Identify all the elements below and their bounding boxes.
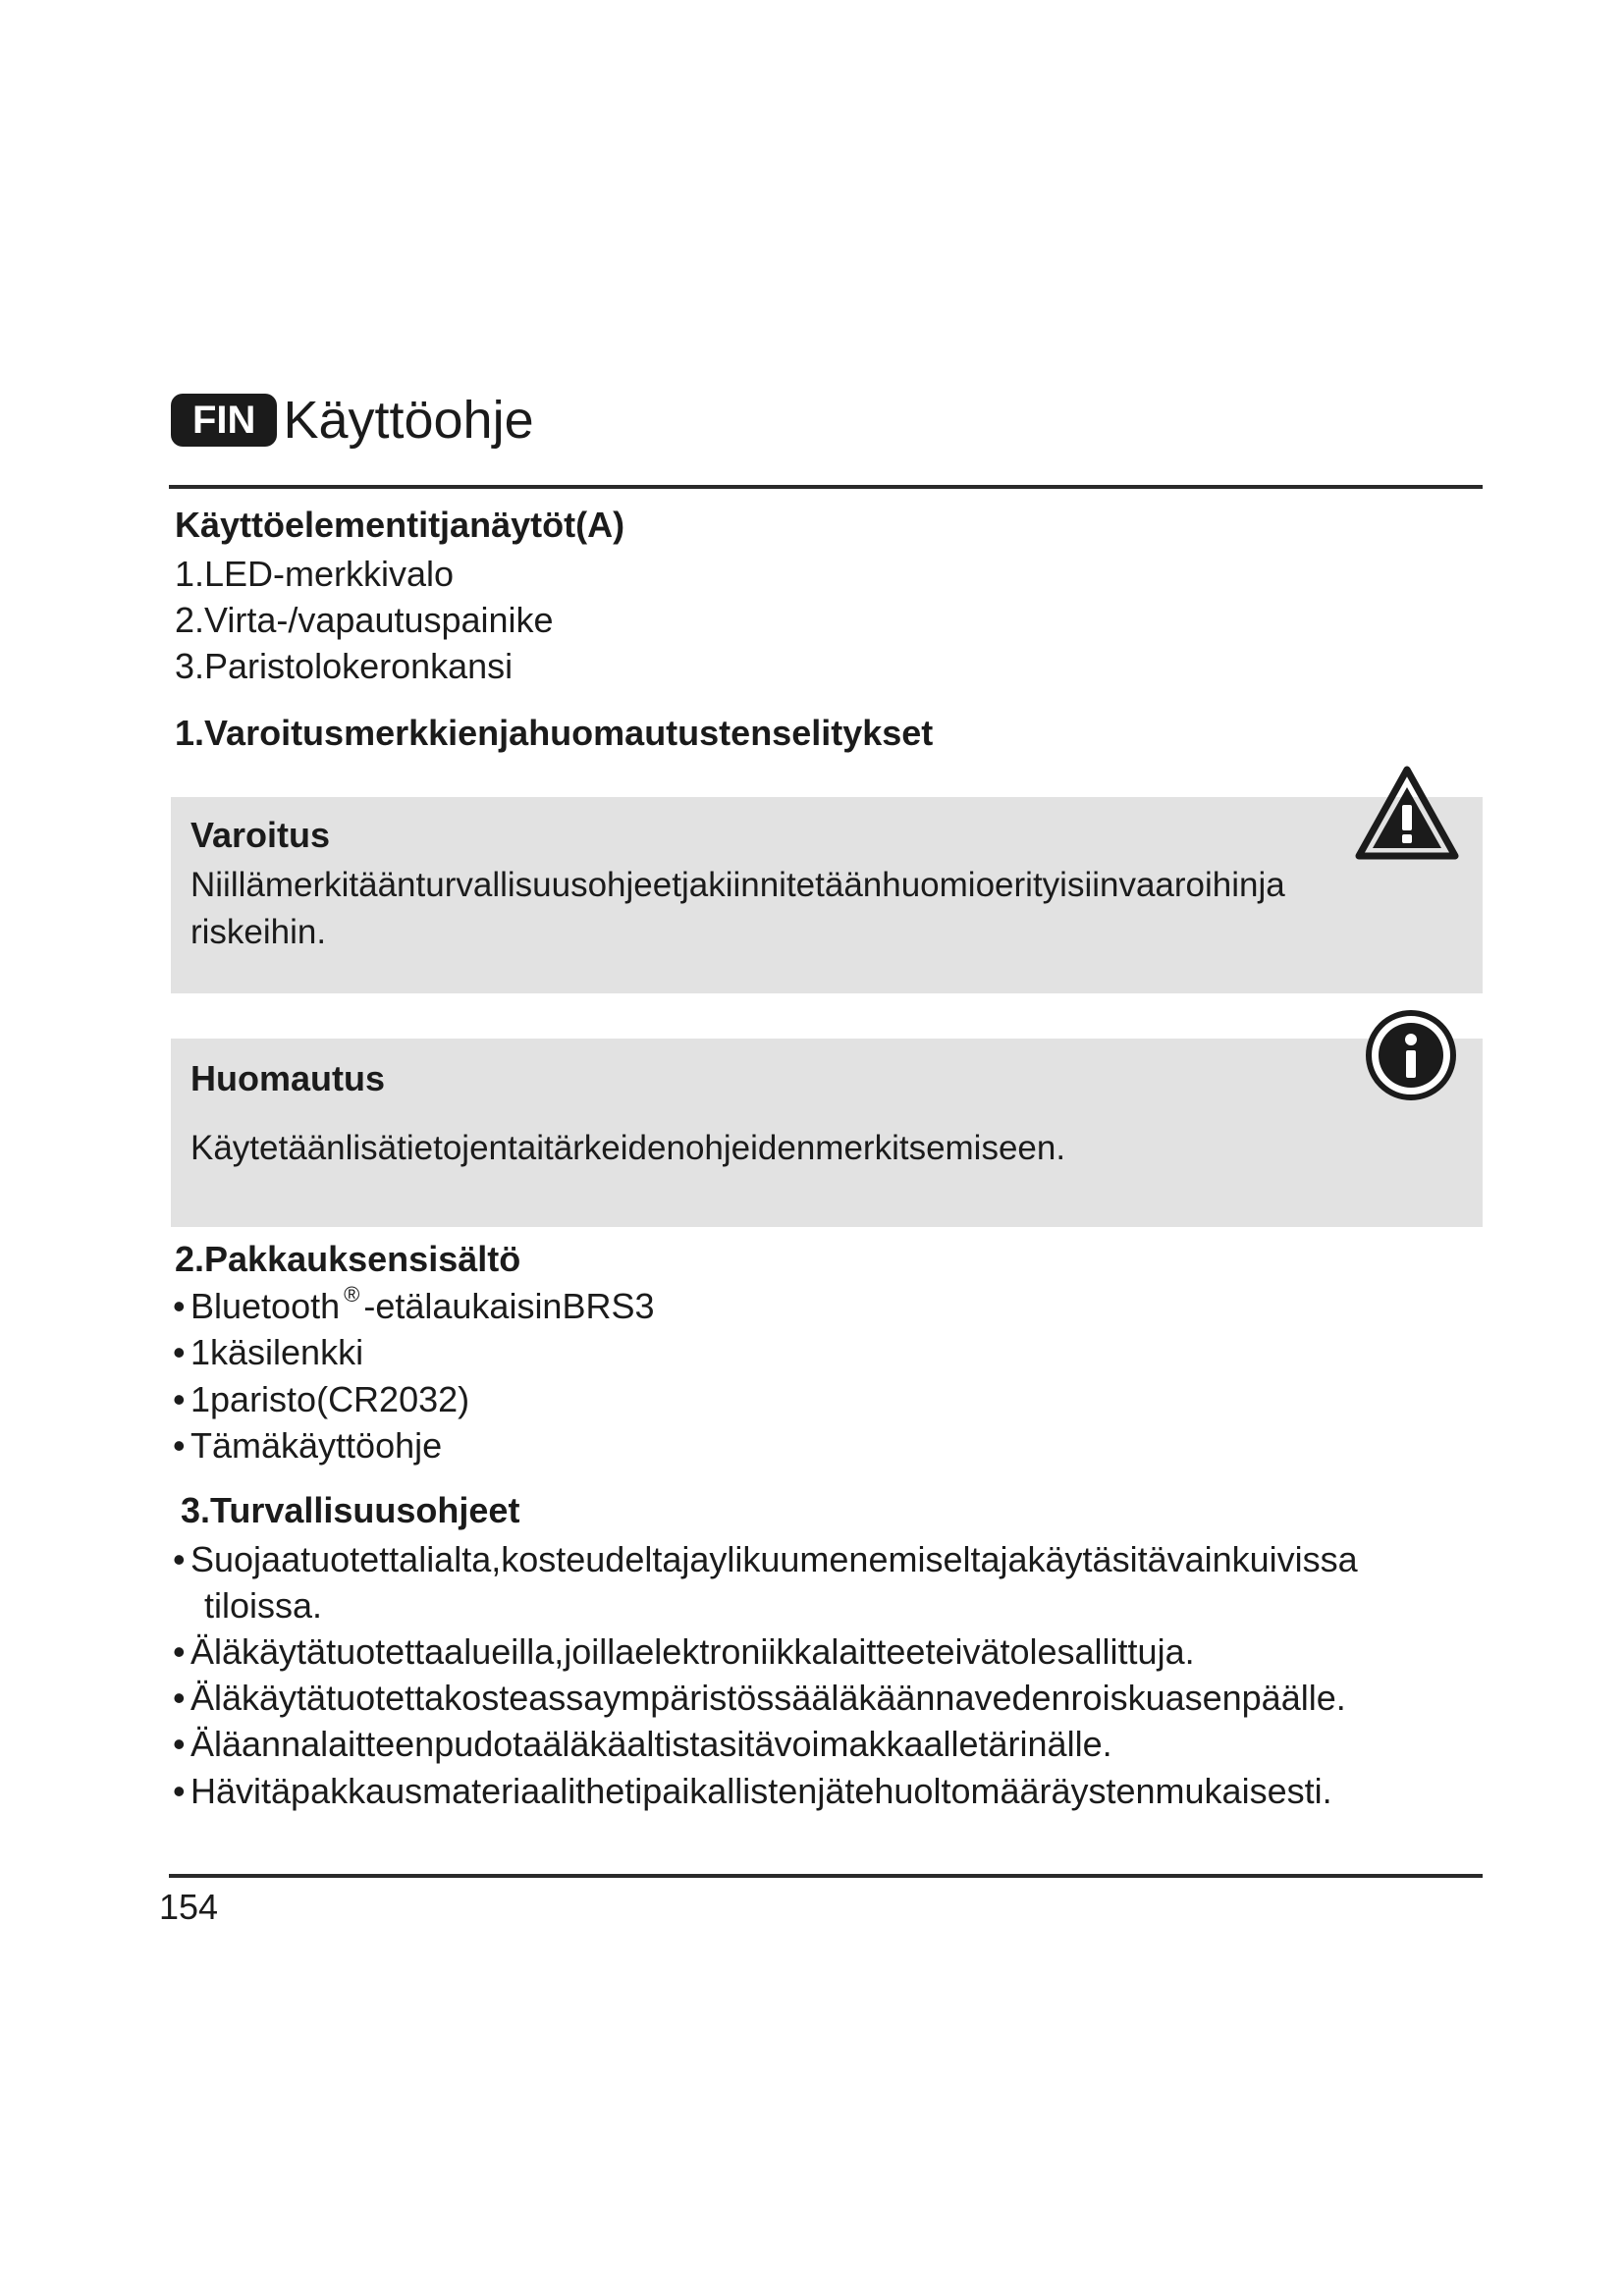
list-item xyxy=(173,1425,442,1467)
bullet-dot: • xyxy=(173,1771,186,1811)
list-item-continuation: tiloissa. xyxy=(204,1585,323,1626)
list-item xyxy=(173,1379,469,1420)
bullet-dot: • xyxy=(173,1678,186,1718)
list-item-text: Tämäkäyttöohje xyxy=(190,1425,443,1466)
section2-heading: 2.Pakkauksensisältö xyxy=(175,1239,521,1279)
controls-item: 2.Virta-/vapautuspainike xyxy=(175,600,554,640)
note-box xyxy=(171,1039,1483,1227)
bullet-dot: • xyxy=(173,1724,186,1764)
controls-heading: Käyttöelementitjanäytöt(A) xyxy=(175,505,625,545)
list-item-text: Suojaatuotettalialta,kosteudeltajaylikuumenemiseltajakäytäsitävainkuivissa xyxy=(190,1539,1358,1579)
list-item-text: Bluetooth xyxy=(190,1286,341,1326)
language-badge: FIN xyxy=(171,394,277,447)
warning-text-line2: riskeihin. xyxy=(190,913,327,951)
list-item-text: Äläannalaitteenpudotaäläkäaltistasitävoimakkaalletärinälle. xyxy=(190,1724,1112,1764)
list-item xyxy=(173,1631,1195,1673)
bullet-dot: • xyxy=(173,1286,186,1326)
warning-triangle-icon xyxy=(1355,766,1459,862)
list-item-text: -etälaukaisinBRS3 xyxy=(363,1286,655,1326)
bullet-dot: • xyxy=(173,1332,186,1372)
list-item xyxy=(173,1332,363,1373)
top-divider xyxy=(169,485,1483,489)
list-item xyxy=(173,1771,1332,1812)
bullet-dot: • xyxy=(173,1631,186,1672)
list-item xyxy=(173,1724,1112,1765)
section1-heading: 1.Varoitusmerkkienjahuomautustenselitykset xyxy=(175,713,934,753)
controls-item: 3.Paristolokeronkansi xyxy=(175,646,514,686)
section3-heading: 3.Turvallisuusohjeet xyxy=(181,1490,520,1530)
list-item xyxy=(173,1539,1358,1580)
list-item-text: Hävitäpakkausmateriaalithetipaikallistenjätehuoltomääräystenmukaisesti. xyxy=(190,1771,1332,1811)
warning-text-line1: Niillämerkitäänturvallisuusohjeetjakiinnitetäänhuomioerityisiinvaaroihinja xyxy=(190,866,1285,904)
list-item xyxy=(173,1678,1346,1719)
bullet-dot: • xyxy=(173,1379,186,1419)
note-title: Huomautus xyxy=(190,1058,385,1098)
registered-mark: ® xyxy=(344,1282,360,1307)
list-item-text: Äläkäytätuotettakosteassaympäristössääläkäännavedenroiskuasenpäälle. xyxy=(190,1678,1346,1718)
info-circle-icon xyxy=(1365,1009,1457,1101)
bullet-dot: • xyxy=(173,1425,186,1466)
warning-box xyxy=(171,797,1483,993)
document-title: Käyttöohje xyxy=(283,391,534,450)
note-text: Käytetäänlisätietojentaitärkeidenohjeidenmerkitsemiseen. xyxy=(190,1129,1066,1167)
warning-title: Varoitus xyxy=(190,815,331,855)
list-item-text: 1paristo(CR2032) xyxy=(190,1379,470,1419)
controls-item: 1.LED-merkkivalo xyxy=(175,554,455,594)
list-item-text: Äläkäytätuotettaalueilla,joillaelektroniikkalaitteeteivätolesallittuja. xyxy=(190,1631,1195,1672)
page-number: 154 xyxy=(159,1887,219,1927)
bottom-divider xyxy=(169,1874,1483,1878)
list-item xyxy=(173,1282,655,1327)
page-header xyxy=(171,389,534,452)
list-item-text: 1käsilenkki xyxy=(190,1332,364,1372)
bullet-dot: • xyxy=(173,1539,186,1579)
